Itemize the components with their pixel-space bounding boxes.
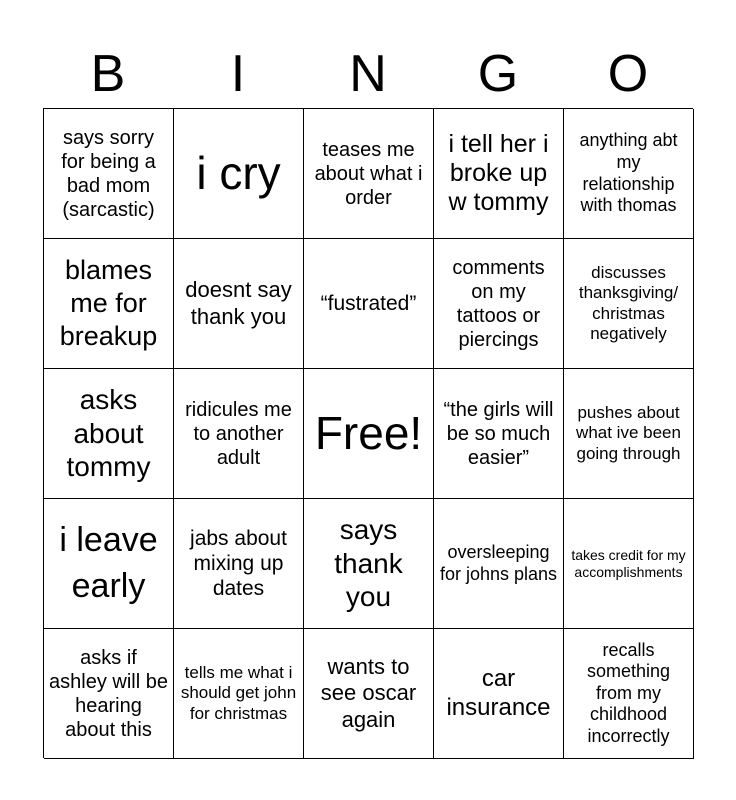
bingo-cell[interactable]: pushes about what ive been going through [564,369,694,499]
bingo-cell[interactable]: wants to see oscar again [304,629,434,759]
bingo-header [43,44,693,104]
bingo-cell[interactable]: oversleeping for johns plans [434,499,564,629]
header-letter-i: I [230,45,246,103]
bingo-cell[interactable]: asks about tommy [44,369,174,499]
bingo-cell[interactable]: “the girls will be so much easier” [434,369,564,499]
bingo-cell[interactable]: i tell her i broke up w tommy [434,109,564,239]
bingo-cell[interactable]: anything abt my relationship with thomas [564,109,694,239]
bingo-cell[interactable]: asks if ashley will be hearing about this [44,629,174,759]
bingo-cell[interactable]: car insurance [434,629,564,759]
bingo-cell[interactable]: teases me about what i order [304,109,434,239]
header-letter-g: G [477,45,519,103]
bingo-cell[interactable]: takes credit for my accomplishments [564,499,694,629]
header-letter-n: N [349,45,387,103]
header-letter-b: B [90,45,126,103]
bingo-cell[interactable]: ridicules me to another adult [174,369,304,499]
bingo-cell[interactable]: tells me what i should get john for christmas [174,629,304,759]
bingo-cell[interactable]: doesnt say thank you [174,239,304,369]
bingo-cell[interactable]: blames me for breakup [44,239,174,369]
bingo-cell[interactable]: jabs about mixing up dates [174,499,304,629]
bingo-cell[interactable]: says sorry for being a bad mom (sarcastic) [44,109,174,239]
bingo-cell[interactable]: i cry [174,109,304,239]
bingo-grid [43,108,693,758]
free-space-cell[interactable]: Free! [304,369,434,499]
bingo-cell[interactable]: says thank you [304,499,434,629]
bingo-cell[interactable]: i leave early [44,499,174,629]
bingo-cell[interactable]: “fustrated” [304,239,434,369]
bingo-cell[interactable]: discusses thanksgiving/ christmas negatively [564,239,694,369]
bingo-cell[interactable]: recalls something from my childhood incorrectly [564,629,694,759]
header-letter-o: O [607,45,649,103]
bingo-cell[interactable]: comments on my tattoos or piercings [434,239,564,369]
